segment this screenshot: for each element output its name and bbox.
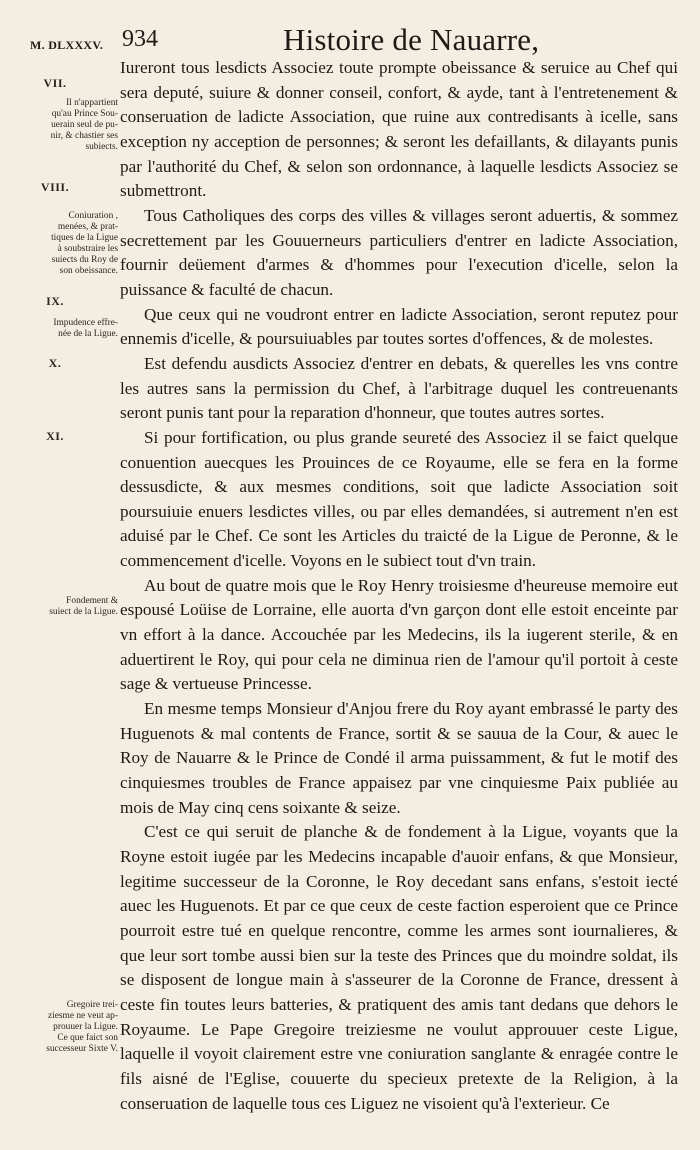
- margin-number-viii: VIII.: [40, 180, 70, 194]
- header-year: M. DLXXXV.: [30, 38, 104, 52]
- paragraph: Tous Catholiques des corps des villes & villages seront aduertis, & sommez secrettement par les Gouuerneurs particuliers d'entrer en ladicte Association, fournir deüement d'armes & d'hommes pour l'execution d'icelle, selon la puissance & faculté de chacun.: [120, 205, 678, 299]
- margin-note-fondement: Fondement & suiect de la Ligue.: [49, 596, 118, 617]
- paragraph: Au bout de quatre mois que le Roy Henry troisiesme d'heureuse memoire eut espousé Loüise de Lorraine, elle auorta d'vn garçon dont elle estoit enceinte par vn effort à la dance. Accouchée par les Medecins, ils la iugerent sterile, & en aduertirent le Roy, qui pour cela ne diminua rien de l'amour qu'il portoit à ceste sage & vertueuse Princesse.: [120, 575, 678, 694]
- paragraph: Si pour fortification, ou plus grande seureté des Associez il se faict quelque conuention auecques les Prouinces de ce Royaume, elle se fera en la forme dessusdicte, & aux mesmes conditions, soit que ladicte Association soit poursuiuie enuers lesdictes villes, ou par elles demandées, si autrement n'en est aduisé par le Chef. Ce sont les Articles du traicté de la Ligue de Peronne, & le commencement d'icelle. Voyons en le subiect tout d'vn train.: [120, 427, 678, 571]
- running-title: Histoire de Nauarre,: [283, 22, 540, 57]
- paragraph: Que ceux qui ne voudront entrer en ladicte Association, seront reputez pour ennemis d'icelle, & poursuiuables par toutes sortes d'offences, & de molestes.: [120, 304, 678, 349]
- margin-note-ix: Impudence effre- née de la Ligue.: [53, 318, 118, 339]
- paragraph: C'est ce qui seruit de planche & de fondement à la Ligue, voyants que la Royne estoit iugée par les Medecins incapable d'auoir enfans, & que Monsieur, legitime successeur de la Coronne, le Roy decedant sans enfans, s'estoit iecté auec les Huguenots. Et par ce que ceux de ceste faction esperoient que ce Prince pourroit estre tué en quelque rencontre, comme les armes sont iournalieres, & que leur sort tombe aussi bien sur la teste des Princes que du moindre soldat, ils se disposent de longue main à s'asseurer de la Coronne de France, dressent à ceste fin toutes leurs batteries, & pratiquent des amis tant dedans que dehors le Royaume. Le Pape Gregoire treiziesme ne voulut approuuer ceste Ligue, laquelle il voyoit clairement estre vne coniuration sanglante & enragée contre le fils aisné de l'Eglise, couuerte du specieux pretexte de la Religion, à la conseruation de laquelle tous ces Liguez ne visoient qu'à l'exterieur. Ce: [120, 822, 678, 1113]
- paragraph: Est defendu ausdicts Associez d'entrer en debats, & querelles les vns contre les autres sans la permission du Chef, à l'arbitrage duquel les contreuenants seront punis tant pour la reparation d'honneur, que toutes autres sortes.: [120, 353, 678, 423]
- margin-number-xi: XI.: [46, 429, 64, 443]
- margin-number-ix: IX.: [46, 294, 64, 308]
- paragraph: Iureront tous lesdicts Associez toute prompte obeissance & seruice au Chef qui sera deputé, suiure & donner conseil, confort, & ayde, tant à l'entretenement & conseruation de ladicte Association, que ruine aux contredisants à icelle, sans exception ny acception de personnes; & seront les defaillants, & dilayants punis par l'authorité du Chef, & selon son ordonnance, à laquelle lesdicts Associez se submettront.: [120, 58, 678, 201]
- margin-number-x: X.: [48, 356, 62, 370]
- margin-note-vii: Il n'appartient qu'au Prince Sou- uerain seul de pu- nir, & chastier ses subiects.: [50, 98, 118, 152]
- margin-number-vii: VII.: [43, 76, 67, 90]
- page-number: 934: [122, 26, 158, 52]
- margin-notes: [0, 0, 120, 1150]
- main-text: [120, 56, 678, 1116]
- margin-note-viii: Coniuration , menées, & prat- tiques de la Ligue à soubstraire les suiects du Roy de son obeissance.: [51, 211, 118, 276]
- margin-note-gregoire: Gregoire trei- ziesme ne veut ap- prouuer la Ligue. Ce que faict son successeur Sixte V.: [46, 1000, 118, 1054]
- paragraph: En mesme temps Monsieur d'Anjou frere du Roy ayant embrassé le party des Huguenots & mal contents de France, sortit & se sauua de la Cour, & auec le Roy de Nauarre & le Prince de Condé il arma puissamment, & fut le motif des cinquiesmes troubles de France appaisez par vne cinquiesme Paix publiée au mois de May cinq cens soixante & seize.: [120, 699, 678, 817]
